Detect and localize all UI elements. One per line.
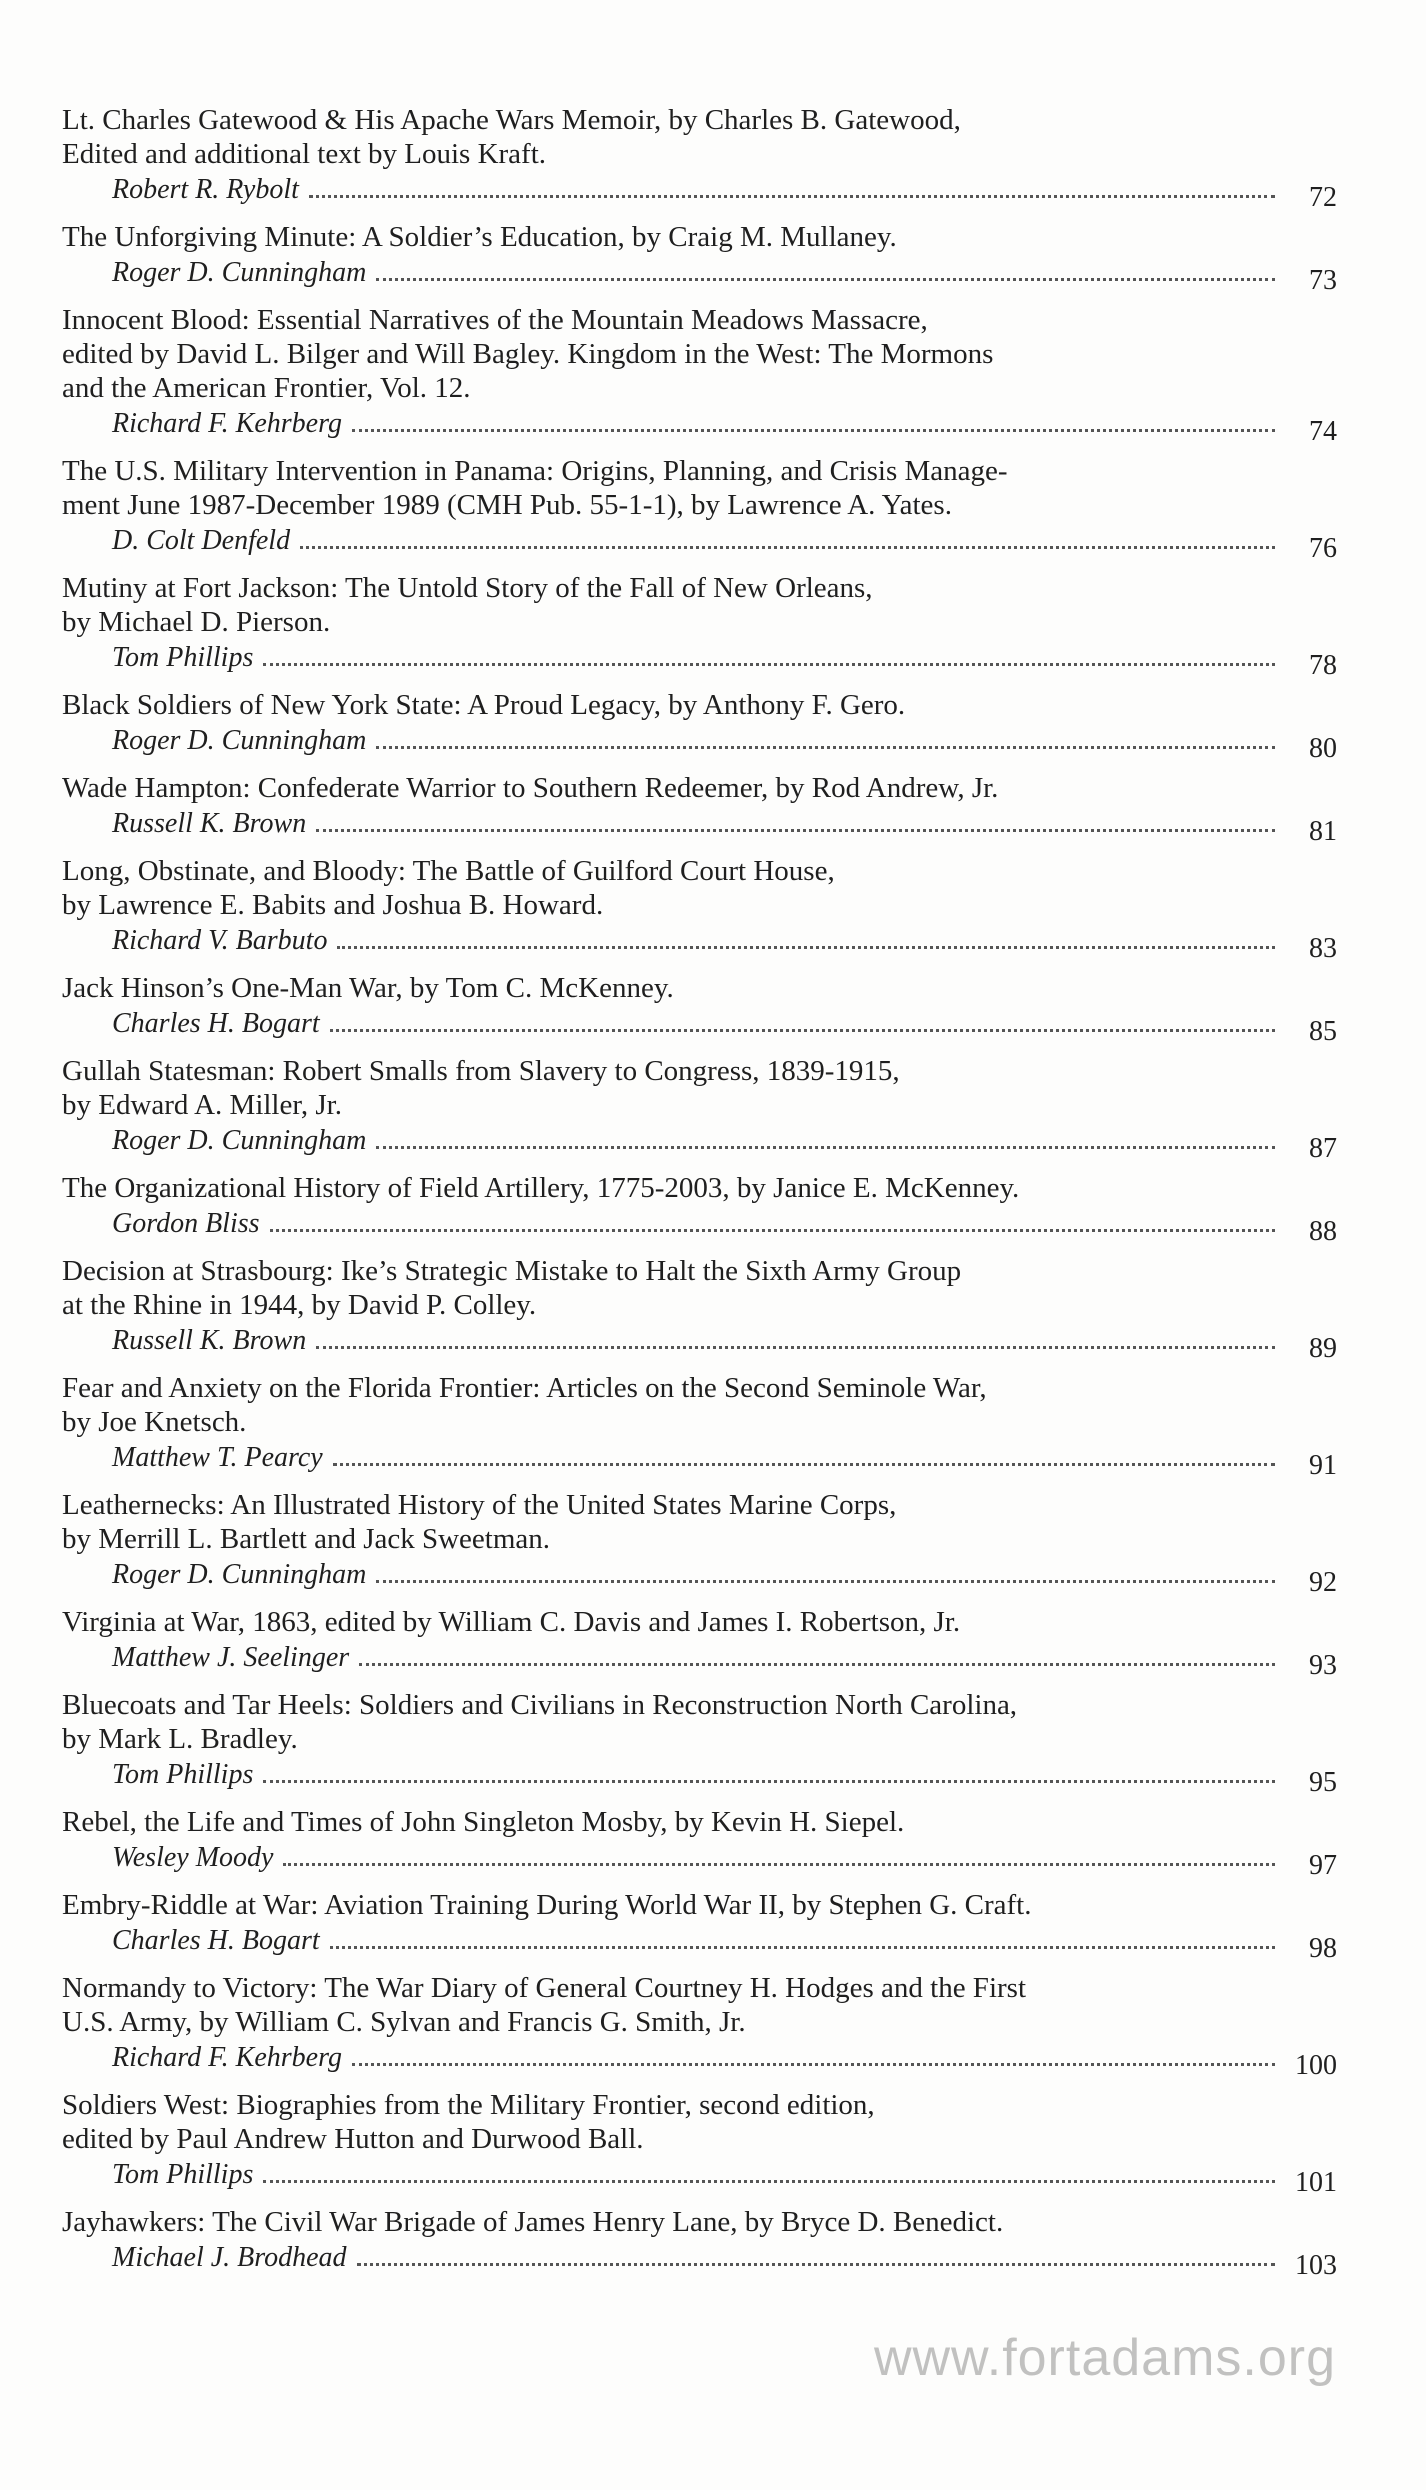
page-number: 91 — [1309, 1450, 1337, 1481]
review-entry — [62, 1805, 1337, 1881]
reviewer-name: Richard F. Kehrberg — [112, 2042, 342, 2073]
reviewer-row — [62, 2239, 1337, 2281]
book-title: Rebel, the Life and Times of John Singleton Mosby, by Kevin H. Siepel. — [62, 1806, 905, 1838]
reviewer-name: Roger D. Cunningham — [112, 1559, 367, 1590]
reviewer-row — [62, 1122, 1337, 1164]
page-number: 101 — [1295, 2167, 1337, 2198]
reviewer-name: Russell K. Brown — [112, 1325, 307, 1356]
dot-leader — [316, 1346, 1275, 1349]
page-number: 74 — [1309, 416, 1337, 447]
review-entry — [62, 971, 1337, 1047]
review-entry — [62, 220, 1337, 296]
reviewer-name: Richard V. Barbuto — [112, 925, 328, 956]
review-entry — [62, 1371, 1337, 1481]
book-title: Leathernecks: An Illustrated History of the United States Marine Corps, by Merrill L. Bartlett and Jack Sweetman. — [62, 1489, 897, 1555]
reviewer-name: Tom Phillips — [112, 642, 254, 673]
review-entry — [62, 103, 1337, 213]
reviewer-row — [62, 639, 1337, 681]
reviewer-row — [62, 805, 1337, 847]
book-title: Fear and Anxiety on the Florida Frontier: Articles on the Second Seminole War, by Joe Knetsch. — [62, 1372, 987, 1438]
dot-leader — [352, 429, 1275, 432]
page-number: 83 — [1309, 933, 1337, 964]
book-review-list — [62, 103, 1337, 2288]
reviewer-name: Roger D. Cunningham — [112, 257, 367, 288]
dot-leader — [333, 1463, 1275, 1466]
page-number: 76 — [1309, 533, 1337, 564]
reviewer-name: Robert R. Rybolt — [112, 174, 299, 205]
dot-leader — [330, 1946, 1275, 1949]
reviewer-row — [62, 522, 1337, 564]
reviewer-row — [62, 1922, 1337, 1964]
reviewer-name: Roger D. Cunningham — [112, 725, 367, 756]
reviewer-row — [62, 1205, 1337, 1247]
dot-leader — [309, 195, 1275, 198]
reviewer-name: Roger D. Cunningham — [112, 1125, 367, 1156]
reviewer-row — [62, 1756, 1337, 1798]
review-entry — [62, 1171, 1337, 1247]
reviewer-name: Matthew T. Pearcy — [112, 1442, 323, 1473]
review-entry — [62, 1971, 1337, 2081]
dot-leader — [270, 1229, 1275, 1232]
dot-leader — [330, 1029, 1275, 1032]
page-number: 87 — [1309, 1133, 1337, 1164]
dot-leader — [316, 829, 1275, 832]
review-entry — [62, 1254, 1337, 1364]
review-entry — [62, 303, 1337, 447]
reviewer-row — [62, 1556, 1337, 1598]
page-number: 89 — [1309, 1333, 1337, 1364]
reviewer-row — [62, 1639, 1337, 1681]
page-number: 88 — [1309, 1216, 1337, 1247]
reviewer-row — [62, 1439, 1337, 1481]
page-number: 73 — [1309, 265, 1337, 296]
reviewer-row — [62, 254, 1337, 296]
page-number: 95 — [1309, 1767, 1337, 1798]
page-number: 92 — [1309, 1567, 1337, 1598]
page-number: 103 — [1295, 2250, 1337, 2281]
reviewer-name: Richard F. Kehrberg — [112, 408, 342, 439]
book-title: Jack Hinson’s One-Man War, by Tom C. McKenney. — [62, 972, 674, 1004]
reviewer-row — [62, 1839, 1337, 1881]
review-entry — [62, 771, 1337, 847]
reviewer-name: Charles H. Bogart — [112, 1925, 320, 1956]
page-number: 93 — [1309, 1650, 1337, 1681]
review-entry — [62, 2205, 1337, 2281]
reviewer-row — [62, 1005, 1337, 1047]
page-number: 98 — [1309, 1933, 1337, 1964]
dot-leader — [376, 1146, 1275, 1149]
dot-leader — [376, 278, 1275, 281]
review-entry — [62, 2088, 1337, 2198]
book-title: Innocent Blood: Essential Narratives of the Mountain Meadows Massacre, edited by David L. Bilger and Will Bagley. Kingdom in the West: The Mormons and the American Frontier, Vol. 12. — [62, 304, 994, 404]
dot-leader — [352, 2063, 1275, 2066]
reviewer-name: Charles H. Bogart — [112, 1008, 320, 1039]
reviewer-row — [62, 722, 1337, 764]
reviewer-name: Wesley Moody — [112, 1842, 274, 1873]
book-title: The U.S. Military Intervention in Panama: Origins, Planning, and Crisis Manage- ment June 1987-December 1989 (CMH Pub. 55-1-1), by Lawrence A. Yates. — [62, 455, 1008, 521]
book-title: Mutiny at Fort Jackson: The Untold Story of the Fall of New Orleans, by Michael D. Pierson. — [62, 572, 873, 638]
dot-leader — [376, 746, 1275, 749]
reviewer-name: Tom Phillips — [112, 2159, 254, 2190]
page-number: 85 — [1309, 1016, 1337, 1047]
reviewer-row — [62, 922, 1337, 964]
book-title: Long, Obstinate, and Bloody: The Battle of Guilford Court House, by Lawrence E. Babits and Joshua B. Howard. — [62, 855, 835, 921]
reviewer-row — [62, 1322, 1337, 1364]
reviewer-name: Matthew J. Seelinger — [112, 1642, 350, 1673]
dot-leader — [300, 546, 1275, 549]
book-title: Jayhawkers: The Civil War Brigade of James Henry Lane, by Bryce D. Benedict. — [62, 2206, 1004, 2238]
site-watermark: www.fortadams.org — [873, 2329, 1336, 2387]
page-number: 97 — [1309, 1850, 1337, 1881]
reviewer-row — [62, 2039, 1337, 2081]
review-entry — [62, 1605, 1337, 1681]
review-entry — [62, 1688, 1337, 1798]
book-title: Normandy to Victory: The War Diary of General Courtney H. Hodges and the First U.S. Army, by William C. Sylvan and Francis G. Smith, Jr. — [62, 1972, 1026, 2038]
book-title: Soldiers West: Biographies from the Military Frontier, second edition, edited by Paul Andrew Hutton and Durwood Ball. — [62, 2089, 875, 2155]
book-title: Black Soldiers of New York State: A Proud Legacy, by Anthony F. Gero. — [62, 689, 906, 721]
dot-leader — [357, 2263, 1275, 2266]
dot-leader — [263, 1780, 1275, 1783]
review-entry — [62, 1054, 1337, 1164]
book-title: Decision at Strasbourg: Ike’s Strategic Mistake to Halt the Sixth Army Group at the Rhine in 1944, by David P. Colley. — [62, 1255, 962, 1321]
page-number: 81 — [1309, 816, 1337, 847]
book-title: The Organizational History of Field Artillery, 1775-2003, by Janice E. McKenney. — [62, 1172, 1020, 1204]
review-entry — [62, 854, 1337, 964]
page-number: 100 — [1295, 2050, 1337, 2081]
reviewer-name: Michael J. Brodhead — [112, 2242, 347, 2273]
reviewer-name: Russell K. Brown — [112, 808, 307, 839]
dot-leader — [337, 946, 1275, 949]
book-title: Bluecoats and Tar Heels: Soldiers and Civilians in Reconstruction North Carolina, by Mark L. Bradley. — [62, 1689, 1018, 1755]
page-number: 72 — [1309, 182, 1337, 213]
dot-leader — [283, 1863, 1275, 1866]
review-entry — [62, 688, 1337, 764]
book-title: Embry-Riddle at War: Aviation Training During World War II, by Stephen G. Craft. — [62, 1889, 1032, 1921]
review-entry — [62, 1888, 1337, 1964]
dot-leader — [376, 1580, 1275, 1583]
reviewer-name: Tom Phillips — [112, 1759, 254, 1790]
review-entry — [62, 454, 1337, 564]
reviewer-name: Gordon Bliss — [112, 1208, 260, 1239]
book-title: Virginia at War, 1863, edited by William C. Davis and James I. Robertson, Jr. — [62, 1606, 961, 1638]
reviewer-row — [62, 171, 1337, 213]
book-title: Lt. Charles Gatewood & His Apache Wars Memoir, by Charles B. Gatewood, Edited and additional text by Louis Kraft. — [62, 104, 961, 170]
book-title: Wade Hampton: Confederate Warrior to Southern Redeemer, by Rod Andrew, Jr. — [62, 772, 999, 804]
reviewer-row — [62, 405, 1337, 447]
page-number: 78 — [1309, 650, 1337, 681]
review-entry — [62, 1488, 1337, 1598]
reviewer-name: D. Colt Denfeld — [112, 525, 291, 556]
page-number: 80 — [1309, 733, 1337, 764]
book-title: Gullah Statesman: Robert Smalls from Slavery to Congress, 1839-1915, by Edward A. Miller, Jr. — [62, 1055, 900, 1121]
reviewer-row — [62, 2156, 1337, 2198]
dot-leader — [263, 663, 1275, 666]
book-title: The Unforgiving Minute: A Soldier’s Education, by Craig M. Mullaney. — [62, 221, 897, 253]
dot-leader — [359, 1663, 1275, 1666]
review-entry — [62, 571, 1337, 681]
dot-leader — [263, 2180, 1275, 2183]
